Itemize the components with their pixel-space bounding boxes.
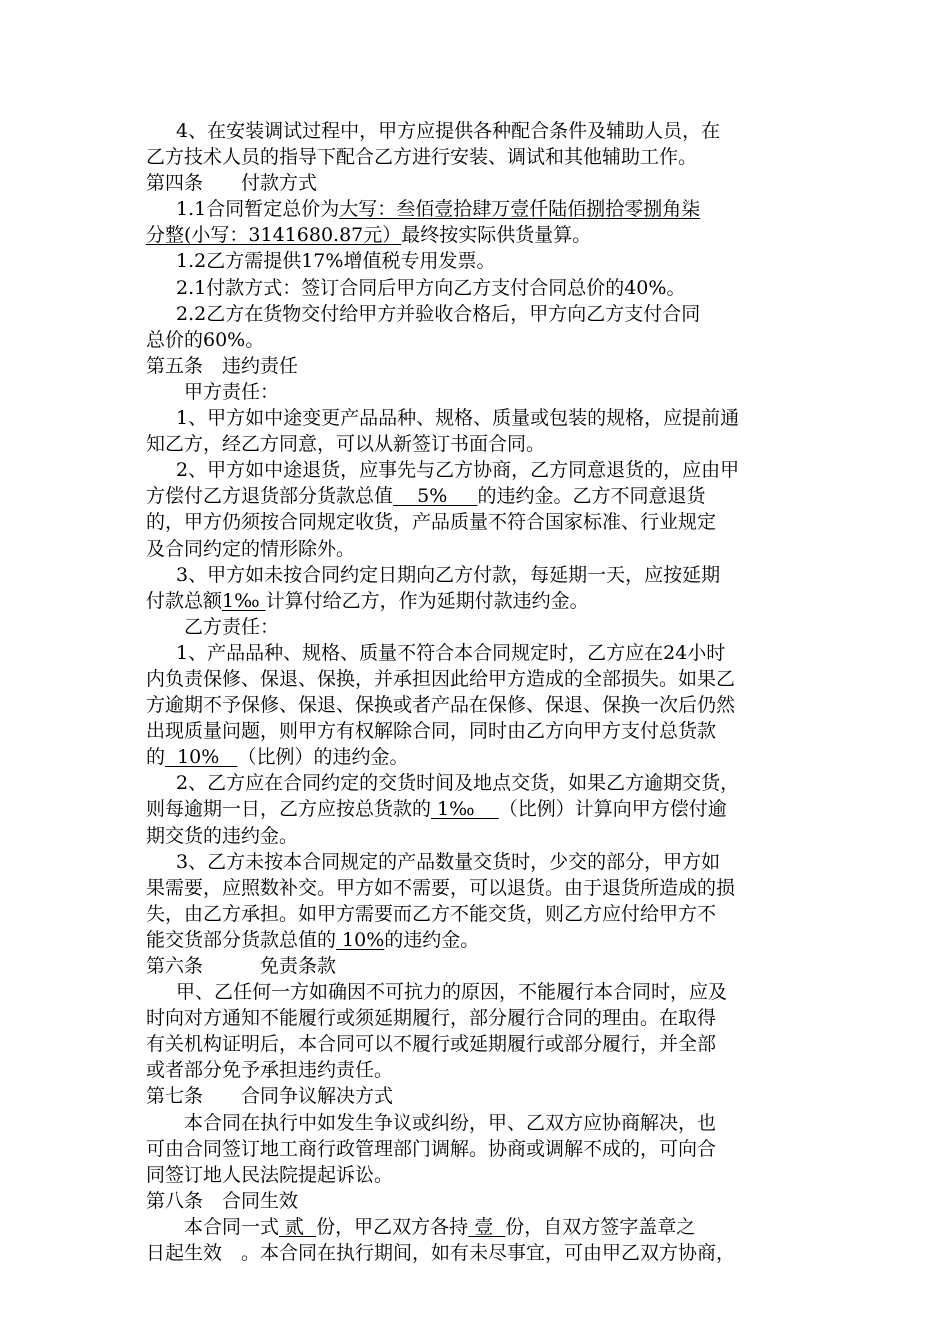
text-segment: 乙方责任： bbox=[184, 615, 280, 638]
underlined-field: 贰 bbox=[279, 1215, 317, 1238]
text-segment: 本合同在执行中如发生争议或纠纷，甲、乙双方应协商解决，也 bbox=[184, 1111, 717, 1134]
text-line bbox=[146, 796, 811, 822]
text-line bbox=[146, 614, 811, 640]
text-line bbox=[146, 222, 811, 248]
text-line bbox=[146, 353, 811, 379]
underlined-field: 10% bbox=[165, 746, 238, 769]
text-line bbox=[146, 196, 811, 222]
text-segment: 1、甲方如中途变更产品品种、规格、质量或包装的规格，应提前通 bbox=[176, 407, 740, 430]
text-line bbox=[146, 1083, 811, 1109]
text-segment: 付款总额 bbox=[146, 589, 223, 612]
text-segment: 的，甲方仍须按合同规定收货，产品质量不符合国家标准、行业规定 bbox=[146, 511, 717, 534]
text-segment: （比例）的违约金。 bbox=[237, 746, 409, 769]
text-segment: 份，甲乙双方各持 bbox=[316, 1215, 469, 1238]
text-segment: （比例）计算向甲方偿付逾 bbox=[498, 798, 727, 821]
text-line bbox=[146, 1110, 811, 1136]
text-line bbox=[146, 770, 811, 796]
text-line bbox=[146, 849, 811, 875]
text-segment: 出现质量问题，则甲方有权解除合同，同时由乙方向甲方支付总货款 bbox=[146, 720, 717, 743]
text-segment: 的 bbox=[146, 746, 166, 769]
text-line bbox=[146, 588, 811, 614]
text-line bbox=[146, 953, 811, 979]
text-segment: 有关机构证明后，本合同可以不履行或延期履行或部分履行，并全部 bbox=[146, 1033, 717, 1056]
underlined-field: 1‰ bbox=[222, 589, 266, 612]
text-segment: 的违约金。 bbox=[384, 928, 480, 951]
text-segment: 方偿付乙方退货部分货款总值 bbox=[146, 485, 394, 508]
text-segment: 1、产品品种、规格、质量不符合本合同规定时，乙方应在24小时 bbox=[176, 641, 726, 664]
text-line bbox=[146, 457, 811, 483]
text-line bbox=[146, 1005, 811, 1031]
text-segment: 的违约金。乙方不同意退货 bbox=[477, 485, 706, 508]
text-line bbox=[146, 666, 811, 692]
text-segment: 本合同一式 bbox=[184, 1215, 280, 1238]
text-line bbox=[146, 170, 811, 196]
text-line bbox=[146, 509, 811, 535]
text-line bbox=[146, 718, 811, 744]
text-segment: 第八条 合同生效 bbox=[146, 1189, 299, 1212]
text-line bbox=[146, 927, 811, 953]
text-line bbox=[146, 1188, 811, 1214]
text-line bbox=[146, 1240, 811, 1266]
text-segment: 失，由乙方承担。如甲方需要而乙方不能交货，则乙方应付给甲方不 bbox=[146, 902, 717, 925]
underlined-field: 壹 bbox=[468, 1215, 506, 1238]
text-line bbox=[146, 823, 811, 849]
text-segment: 及合同约定的情形除外。 bbox=[146, 537, 356, 560]
text-segment: 份，自双方签字盖章之 bbox=[505, 1215, 696, 1238]
text-line bbox=[146, 692, 811, 718]
text-line bbox=[146, 327, 811, 353]
text-segment: 知乙方，经乙方同意，可以从新签订书面合同。 bbox=[146, 433, 546, 456]
text-line bbox=[146, 901, 811, 927]
text-segment: 甲、乙任何一方如确因不可抗力的原因，不能履行本合同时，应及 bbox=[176, 981, 728, 1004]
underlined-field: 分整(小写：3141680.87元） bbox=[146, 224, 402, 247]
text-line bbox=[146, 1136, 811, 1162]
text-segment: 期交货的违约金。 bbox=[146, 824, 299, 847]
text-segment: 第四条 付款方式 bbox=[146, 172, 318, 195]
text-segment: 第五条 违约责任 bbox=[146, 354, 299, 377]
underlined-field: 大写：叁佰壹拾肆万壹仟陆佰捌拾零捌角柒 bbox=[339, 198, 701, 221]
text-line bbox=[146, 405, 811, 431]
text-line bbox=[146, 118, 811, 144]
text-line bbox=[146, 562, 811, 588]
text-segment: 2、甲方如中途退货，应事先与乙方协商，乙方同意退货的，应由甲 bbox=[176, 459, 740, 482]
text-segment: 甲方责任： bbox=[184, 380, 280, 403]
text-line bbox=[146, 431, 811, 457]
text-line bbox=[146, 1057, 811, 1083]
text-segment: 内负责保修、保退、保换，并承担因此给甲方造成的全部损失。如果乙 bbox=[146, 667, 736, 690]
text-segment: 计算付给乙方，作为延期付款违约金。 bbox=[265, 589, 589, 612]
text-segment: 3、乙方未按本合同规定的产品数量交货时，少交的部分，甲方如 bbox=[176, 850, 721, 873]
text-line bbox=[146, 1031, 811, 1057]
text-segment: 2.2乙方在货物交付给甲方并验收合格后，甲方向乙方支付合同 bbox=[176, 302, 701, 325]
text-segment: 4、在安装调试过程中，甲方应提供各种配合条件及辅助人员，在 bbox=[176, 120, 721, 142]
text-segment: 则每逾期一日，乙方应按总货款的 bbox=[146, 798, 432, 821]
underlined-field: 5% bbox=[393, 485, 478, 508]
text-segment: 第六条 免责条款 bbox=[146, 955, 337, 977]
text-segment: 最终按实际供货量算。 bbox=[401, 224, 592, 247]
text-segment: 3、甲方如未按合同约定日期向乙方付款，每延期一天，应按延期 bbox=[176, 563, 721, 586]
text-line bbox=[146, 640, 811, 666]
text-segment: 能交货部分货款总值的 bbox=[146, 928, 337, 951]
text-line bbox=[146, 1214, 811, 1240]
text-segment: 日起生效 。本合同在执行期间，如有未尽事宜，可由甲乙双方协商， bbox=[146, 1242, 736, 1265]
text-segment: 可由合同签订地工商行政管理部门调解。协商或调解不成的，可向合 bbox=[146, 1137, 717, 1160]
text-line bbox=[146, 301, 811, 327]
text-line bbox=[146, 744, 811, 770]
underlined-field: 1‰ bbox=[431, 798, 499, 821]
text-line bbox=[146, 1162, 811, 1188]
underlined-field: 10% bbox=[336, 928, 385, 951]
text-segment: 第七条 合同争议解决方式 bbox=[146, 1085, 394, 1108]
text-segment: 果需要，应照数补交。甲方如不需要，可以退货。由于退货所造成的损 bbox=[146, 876, 736, 899]
text-line bbox=[146, 379, 811, 405]
text-line bbox=[146, 483, 811, 509]
text-line bbox=[146, 144, 811, 170]
text-line bbox=[146, 275, 811, 301]
text-segment: 时向对方通知不能履行或须延期履行，部分履行合同的理由。在取得 bbox=[146, 1007, 717, 1030]
text-segment: 同签订地人民法院提起诉讼。 bbox=[146, 1163, 394, 1186]
text-segment: 方逾期不予保修、保退、保换或者产品在保修、保退、保换一次后仍然 bbox=[146, 694, 736, 717]
text-segment: 2.1付款方式：签订合同后甲方向乙方支付合同总价的40%。 bbox=[176, 276, 686, 299]
text-line bbox=[146, 875, 811, 901]
text-line bbox=[146, 248, 811, 274]
text-segment: 或者部分免予承担违约责任。 bbox=[146, 1059, 394, 1082]
contract-page bbox=[146, 118, 811, 1266]
text-segment: 总价的60%。 bbox=[146, 328, 265, 351]
text-line bbox=[146, 536, 811, 562]
text-segment: 2、乙方应在合同约定的交货时间及地点交货，如果乙方逾期交货， bbox=[176, 772, 740, 795]
text-segment: 1.2乙方需提供17%增值税专用发票。 bbox=[176, 250, 496, 273]
text-segment: 乙方技术人员的指导下配合乙方进行安装、调试和其他辅助工作。 bbox=[146, 146, 698, 169]
text-line bbox=[146, 979, 811, 1005]
text-segment: 1.1合同暂定总价为 bbox=[176, 198, 340, 221]
